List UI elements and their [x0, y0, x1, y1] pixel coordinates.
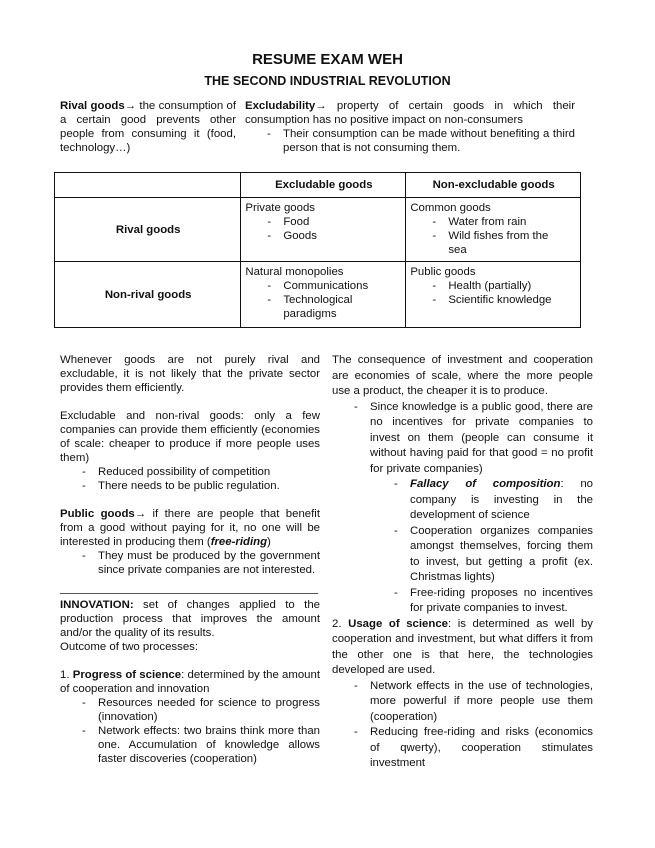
cell-public-goods: [406, 262, 581, 328]
arrow-glyph: →: [134, 508, 147, 520]
row-header-rival: Rival goods: [55, 198, 241, 262]
excludability-term: Excludability: [245, 100, 316, 112]
paragraph-usage-of-science: [332, 617, 593, 679]
list-item: - Reduced possibility of competition: [78, 465, 320, 479]
cell-private-goods: [241, 198, 406, 262]
right-column: [332, 353, 593, 772]
list-item: - They must be produced by the government since private companies are not interested.: [78, 549, 320, 577]
paragraph-public-goods: [60, 507, 320, 549]
arrow-glyph: →: [315, 100, 327, 112]
excludability-bullet: - Their consumption can be made without benefiting a third person that is not consuming them.: [263, 127, 575, 155]
progress-number: 1.: [60, 669, 73, 681]
left-column: [60, 353, 320, 577]
table-row-rival: [55, 198, 581, 262]
free-riding-term: free-riding: [210, 536, 268, 548]
list-item: - Food: [263, 215, 402, 229]
list-item-fallacy: [390, 477, 593, 524]
cell-title: Natural monopolies: [245, 266, 344, 278]
fallacy-term: Fallacy of composition: [410, 478, 561, 490]
list-item: - Health (partially): [428, 279, 577, 293]
table-row-non-rival: [55, 262, 581, 328]
list-item: - Wild fishes from the sea: [428, 229, 559, 257]
paragraph-innovation: [60, 598, 320, 640]
usage-text: : is determined as well by cooperation and investment, but what differs it from the other one is that here, the technologies developed are used.: [332, 617, 593, 676]
rival-goods-term: Rival goods: [60, 100, 125, 112]
cell-common-goods: [406, 198, 581, 262]
list-item: - Water from rain: [428, 215, 559, 229]
closing-paren: ): [267, 536, 271, 548]
list-item: - Technological paradigms: [263, 293, 372, 321]
column-header-excludable: Excludable goods: [241, 173, 406, 198]
table-corner-cell: [55, 173, 241, 198]
excludability-definition: [245, 99, 575, 155]
list-item: - Goods: [263, 229, 402, 243]
paragraph-progress-of-science: [60, 668, 320, 696]
goods-classification-table: [54, 172, 581, 328]
progress-term: Progress of science: [72, 669, 182, 681]
list-item: - Scientific knowledge: [428, 293, 577, 307]
list-item: - Communications: [263, 279, 372, 293]
usage-term: Usage of science: [348, 617, 448, 630]
paragraph-excludable-non-rival: Excludable and non-rival goods: only a few companies can provide them efficiently (economies of scale: cheaper to produce if more people uses them): [60, 410, 320, 464]
public-goods-term: Public goods: [60, 508, 135, 520]
rival-goods-definition: [60, 99, 236, 155]
cell-title: Public goods: [410, 266, 476, 278]
document-title: RESUME EXAM WEH: [252, 51, 403, 68]
column-header-non-excludable: Non-excludable goods: [406, 173, 581, 198]
cell-natural-monopolies: [241, 262, 406, 328]
row-header-non-rival: Non-rival goods: [55, 262, 241, 328]
usage-number: 2.: [332, 617, 349, 630]
list-item: - Reducing free-riding and risks (economics of qwerty), cooperation stimulates investment: [350, 725, 593, 772]
list-item: - Cooperation organizes companies amongst themselves, forcing them to invest, but getting a profit (ex. Christmas lights): [390, 524, 593, 586]
section-divider: [60, 593, 318, 594]
arrow-glyph: →: [124, 100, 137, 112]
knowledge-text: Since knowledge is a public good, there are no incentives for private companies to invest on them (people can consume it without having paid for that good = no profit for private companies): [370, 400, 593, 475]
list-item: - Network effects in the use of technologies, more powerful if more people use them (cooperation): [350, 679, 593, 726]
fallacy-text: : no company is investing in the development of science: [410, 478, 594, 521]
list-item: - Network effects: two brains think more than one. Accumulation of knowledge allows faster discoveries (cooperation): [78, 724, 320, 766]
innovation-section: [60, 598, 320, 766]
progress-text: : determined by the amount of cooperation and innovation: [60, 669, 321, 695]
list-item: - Free-riding proposes no incentives for private companies to invest.: [390, 586, 593, 617]
rival-goods-text: the consumption of a certain good prevents other people from consuming it (food, technology…): [60, 100, 236, 154]
paragraph-efficiency: Whenever goods are not purely rival and excludable, it is not likely that the private sector provides them efficiently.: [60, 354, 320, 394]
outcome-line: Outcome of two processes:: [60, 641, 199, 653]
list-item-knowledge: [350, 400, 593, 617]
paragraph-economies-of-scale: The consequence of investment and cooperation are economies of scale, where the more people use a product, the cheaper it is to produce.: [332, 354, 593, 397]
table-header-row: [55, 173, 581, 198]
document-subtitle: THE SECOND INDUSTRIAL REVOLUTION: [204, 74, 451, 88]
cell-title: Private goods: [245, 202, 315, 214]
excludability-text: property of certain goods in which their consumption has no positive impact on non-consumers: [245, 100, 575, 126]
public-goods-text: if there are people that benefit from a good without paying for it, no one will be interested in producing them (: [60, 508, 320, 548]
innovation-text: set of changes applied to the production process that improves the amount and/or the quality of its results.: [60, 599, 320, 639]
list-item: - Resources needed for science to progress (innovation): [78, 696, 320, 724]
innovation-term: INNOVATION:: [60, 599, 134, 611]
list-item: - There needs to be public regulation.: [78, 479, 320, 493]
cell-title: Common goods: [410, 202, 491, 214]
